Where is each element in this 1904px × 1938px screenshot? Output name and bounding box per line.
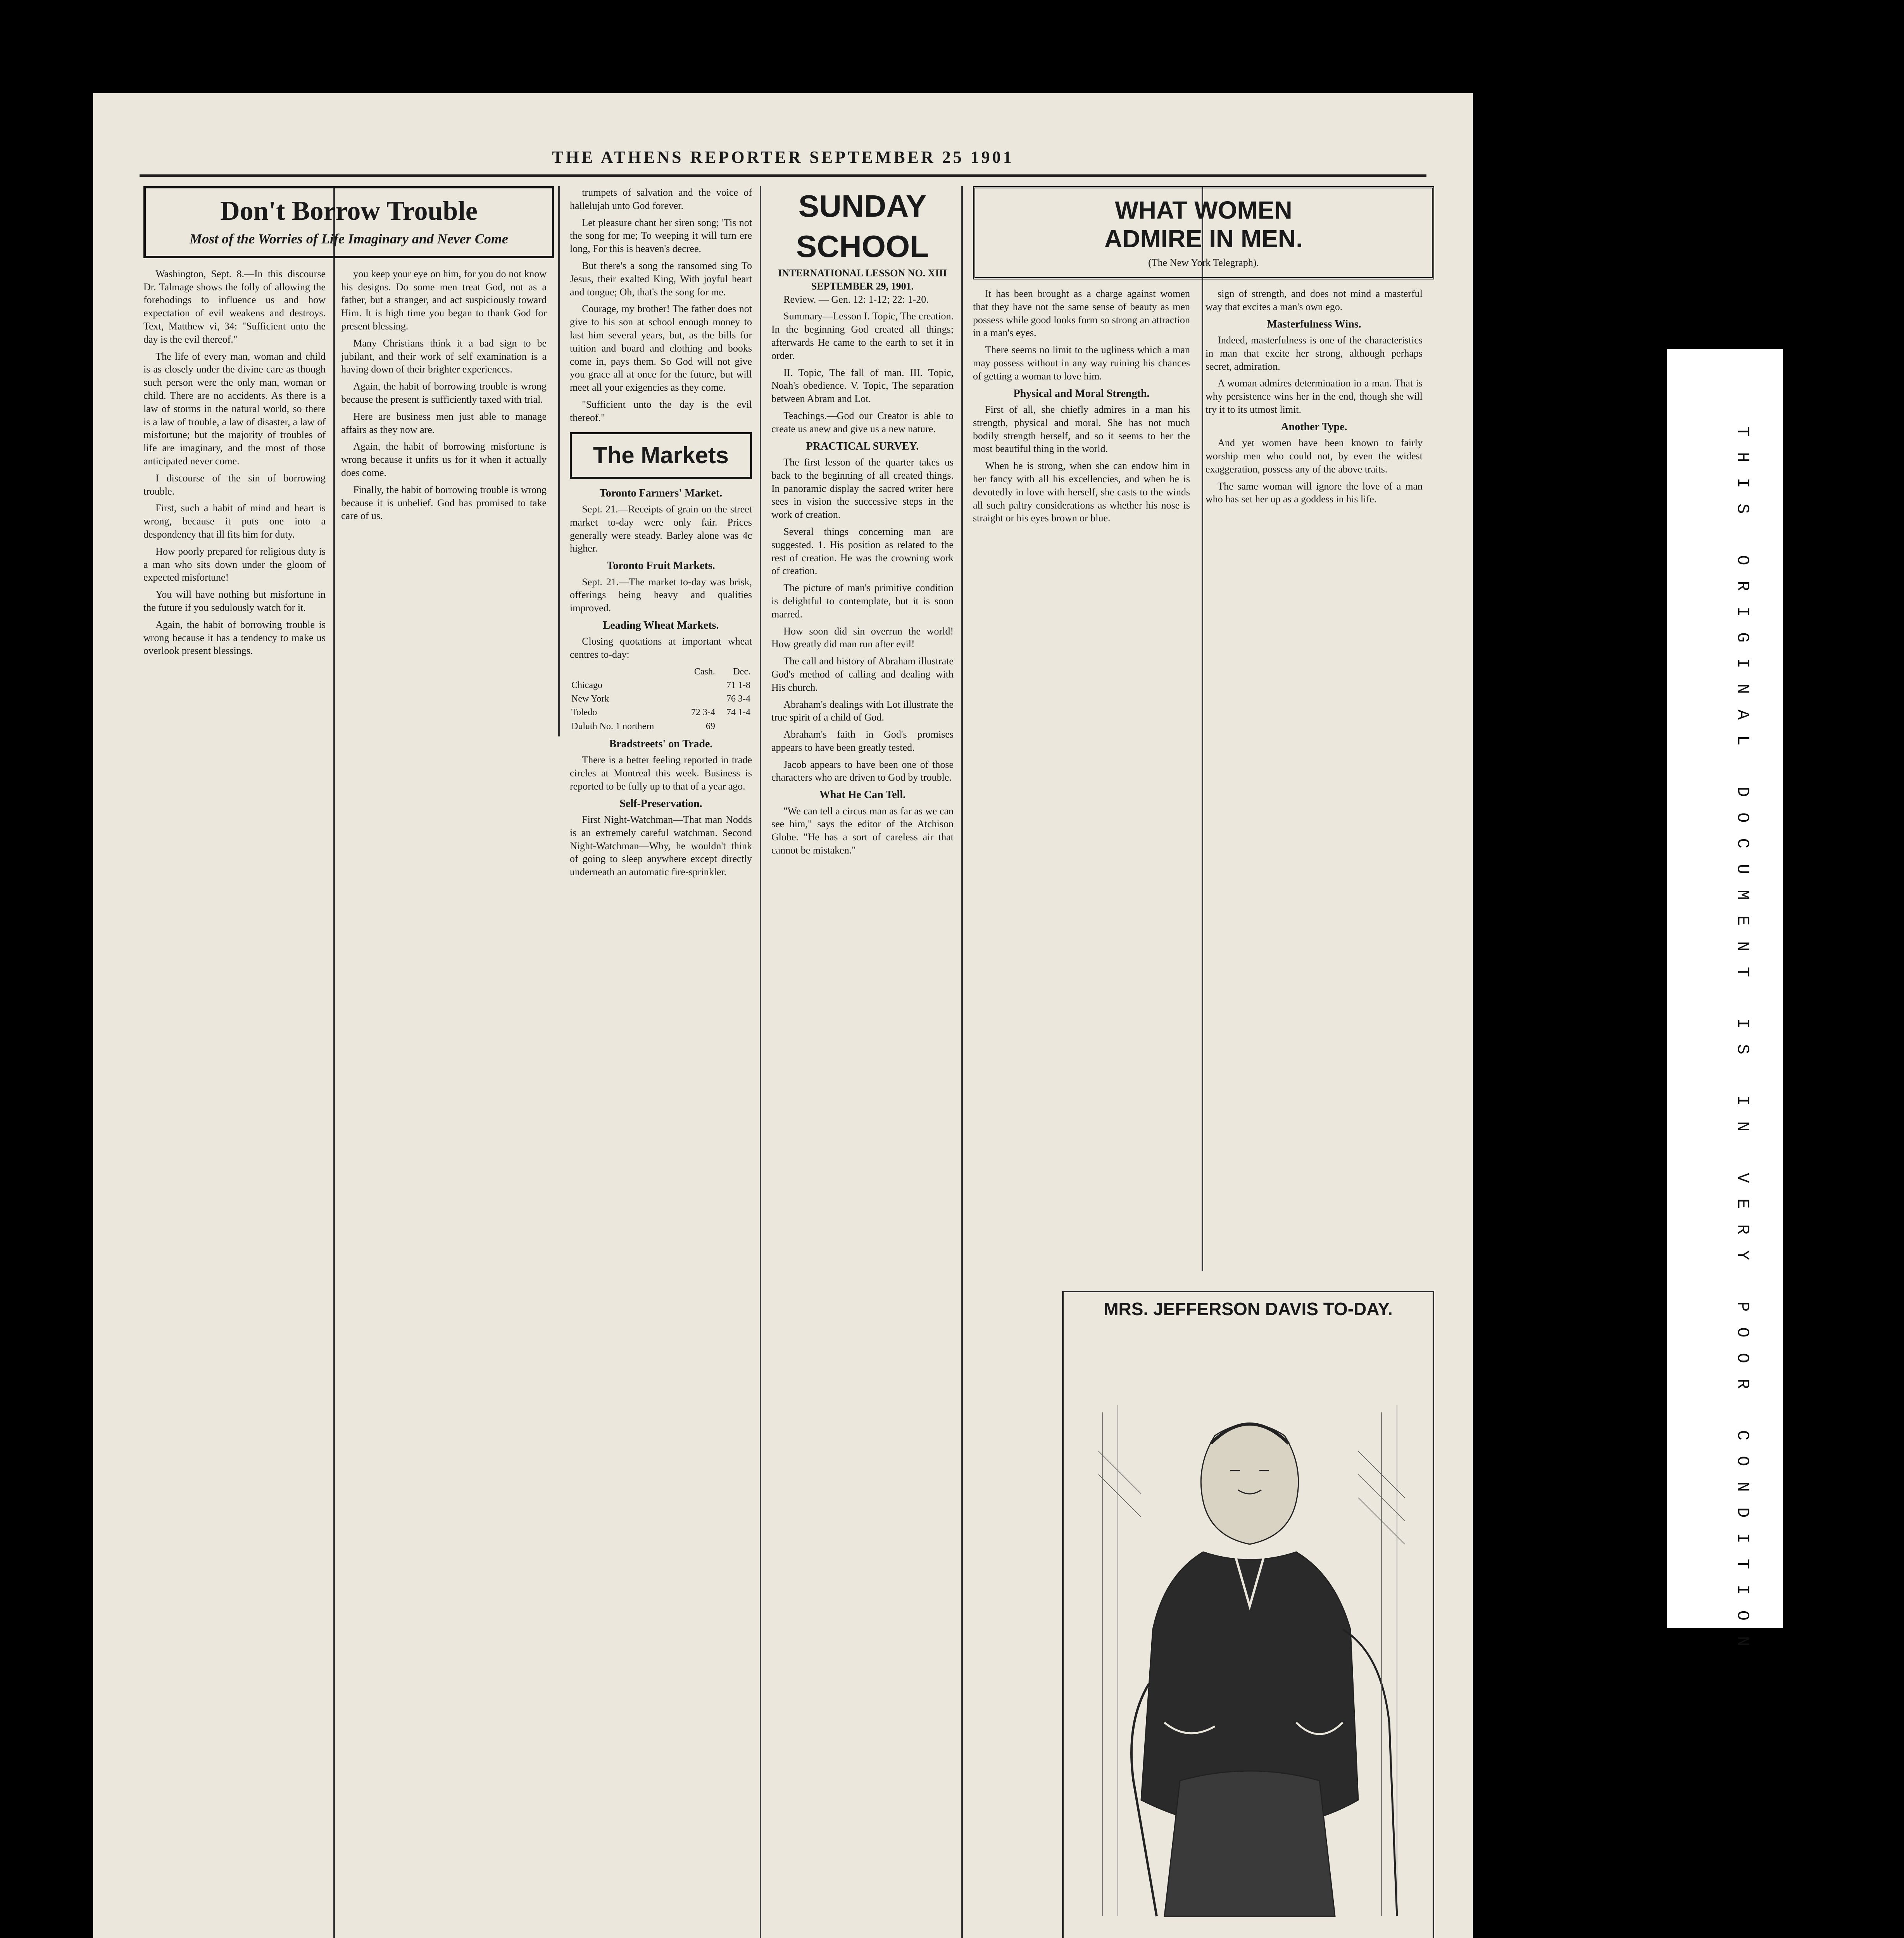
table-cell: 76 3-4 — [726, 694, 750, 704]
article-paragraph: Many Christians think it a bad sign to be jubilant, and their work of self examination is a having down of their brighter experiences. — [341, 337, 547, 375]
table-header: Cash. — [694, 666, 715, 677]
markets-headline: The Markets — [570, 432, 752, 479]
article-paragraph: I discourse of the sin of borrowing trouble. — [143, 472, 326, 497]
table-cell: 74 1-4 — [726, 707, 750, 718]
condition-note: THIS ORIGINAL DOCUMENT IS IN VERY POOR CONDITION — [1733, 426, 1752, 1662]
article-paragraph: trumpets of salvation and the voice of hallelujah unto God forever. — [570, 187, 752, 211]
column-divider — [558, 186, 560, 736]
article-paragraph: The picture of man's primitive condition is delightful to contemplate, but it is soon marred. — [771, 582, 954, 620]
sunday-school-article — [771, 186, 954, 1938]
article-paragraph: How poorly prepared for religious duty is a man who sits down under the gloom of expected misfortune! — [143, 545, 326, 583]
fruit-market-text: Sept. 21.—The market to-day was brisk, offerings being heavy and qualities improved. — [570, 576, 752, 614]
article-headline-box — [143, 186, 554, 258]
article-paragraph: Indeed, masterfulness is one of the characteristics in man that excite her strong, although perhaps secret, admiration. — [1206, 334, 1423, 372]
article-paragraph: Courage, my brother! The father does not give to his son at school enough money to last him several years, but, as the bills for tuition and board and clothing and books come in, pays them. So God will not give you grace all at once for the future, but will meet all your exigencies as they come. — [570, 303, 752, 393]
masterfulness-head: Masterfulness Wins. — [1267, 318, 1361, 330]
masthead-rule — [140, 174, 1426, 177]
masthead: THE ATHENS REPORTER SEPTEMBER 25 1901 — [552, 148, 1014, 167]
table-cell: Chicago — [571, 680, 602, 691]
wheat-quotes-table — [570, 665, 752, 733]
table-row — [570, 692, 752, 706]
table-cell: 69 — [705, 721, 715, 731]
article-paragraph: First, such a habit of mind and heart is wrong, because it puts one into a despondency that ill fits him for duty. — [143, 502, 326, 540]
table-cell: Duluth No. 1 northern — [571, 721, 654, 731]
table-header-row — [570, 665, 752, 679]
table-row — [570, 679, 752, 692]
table-cell — [681, 679, 717, 692]
article-paragraph: Abraham's faith in God's promises appears to have been greatly tested. — [771, 729, 954, 753]
article-paragraph: sign of strength, and does not mind a masterful way that excites a man's own ego. — [1206, 288, 1423, 312]
article-paragraph: A woman admires determination in a man. That is why persistence wins her in the end, though she will try it to its utmost limit. — [1206, 378, 1423, 415]
women-column-right — [1206, 287, 1423, 529]
wheat-market-head: Leading Wheat Markets. — [603, 619, 719, 631]
table-cell — [681, 692, 717, 706]
article-paragraph: Abraham's dealings with Lot illustrate the true spirit of a child of God. — [771, 698, 954, 723]
article-subhead: Most of the Worries of Life Imaginary and Never Come — [190, 231, 508, 247]
table-row — [570, 720, 752, 733]
newspaper-page — [93, 93, 1473, 1938]
article-paragraph: And yet women have been known to fairly worship men who could not, by even the widest exaggeration, possess any of the above traits. — [1206, 437, 1423, 475]
talmage-article-continued — [570, 186, 752, 1938]
article-paragraph: "Sufficient unto the day is the evil thereof." — [570, 398, 752, 423]
what-he-can-tell-head: What He Can Tell. — [819, 789, 906, 801]
article-paragraph: There seems no limit to the ugliness which a man may possess without in any way ruining his chances of getting a woman to love him. — [973, 344, 1190, 382]
article-paragraph: First of all, she chiefly admires in a man his strength, physical and moral. She has not much bodily strength herself, and so it seems to her the most beautiful thing in the world. — [973, 403, 1190, 455]
article-paragraph: You will have nothing but misfortune in the future if you sedulously watch for it. — [143, 589, 326, 613]
self-preservation-text: First Night-Watchman—That man Nodds is an extremely careful watchman. Second Night-Watchman—Why, he wouldn't think of going to sleep anywhere except directly underneath an automatic fire-sprinkler. — [570, 814, 752, 878]
article-column-left — [143, 267, 326, 661]
fruit-market-head: Toronto Fruit Markets. — [607, 560, 715, 572]
article-paragraph: Summary—Lesson I. Topic, The creation. In the beginning God created all things; afterwards He came to the earth to set it in order. — [771, 310, 954, 361]
women-headline-2: ADMIRE IN MEN. — [1104, 224, 1303, 253]
bradstreets-head: Bradstreets' on Trade. — [609, 738, 713, 750]
self-preservation-head: Self-Preservation. — [619, 797, 702, 810]
article-paragraph: How soon did sin overrun the world! How greatly did man run after evil! — [771, 625, 954, 650]
article-columns — [143, 267, 554, 661]
column-divider — [760, 186, 761, 1938]
another-type-head: Another Type. — [1281, 421, 1347, 433]
article-paragraph: When he is strong, when she can endow him in her fancy with all his excellencies, and when he is devotedly in love with herself, she casts to the winds all such paltry considerations as whether his nose is straight or his eyes brown or blue. — [973, 460, 1190, 524]
women-headline-1: WHAT WOMEN — [1115, 196, 1292, 224]
article-paragraph: Teachings.—God our Creator is able to create us anew and give us a new nature. — [771, 410, 954, 434]
table-cell: New York — [571, 694, 609, 704]
portrait-engraving — [1087, 1335, 1412, 1938]
article-paragraph: Again, the habit of borrowing trouble is wrong because the present is sufficiently taxed with trial. — [341, 381, 547, 405]
wheat-intro: Closing quotations at important wheat centres to-day: — [570, 636, 752, 660]
women-admire-article — [973, 186, 1434, 1279]
article-paragraph: The call and history of Abraham illustrate God's method of calling and dealing with His church. — [771, 655, 954, 693]
table-header: Dec. — [733, 666, 750, 677]
table-cell: 71 1-8 — [726, 680, 750, 691]
article-paragraph: Washington, Sept. 8.—In this discourse Dr. Talmage shows the folly of allowing the forebodings to influence us and how expectation of evil weakens and destroys. Text, Matthew vi, 34: "Sufficient unto the day is the evil thereof." — [143, 268, 326, 345]
physical-strength-head: Physical and Moral Strength. — [1013, 387, 1150, 400]
illustration-title: MRS. JEFFERSON DAVIS TO-DAY. — [1104, 1299, 1393, 1319]
women-column-left — [973, 287, 1190, 529]
table-row — [570, 706, 752, 719]
table-cell — [717, 720, 752, 733]
women-source: (The New York Telegraph). — [1148, 257, 1259, 269]
what-he-can-tell-text: "We can tell a circus man as far as we can see him," says the editor of the Atchison Globe. "He has a sort of careless air that cannot be mistaken." — [771, 805, 954, 856]
table-header — [570, 665, 681, 679]
sunday-school-title: SUNDAY SCHOOL — [796, 189, 929, 264]
women-headline-box — [973, 186, 1434, 279]
jefferson-davis-illustration-block — [1062, 1291, 1434, 1938]
article-paragraph: The first lesson of the quarter takes us back to the beginning of all created things. In panoramic display the sacred writer here sees in vision the successive steps in the work of creation. — [771, 456, 954, 521]
toronto-market-head: Toronto Farmers' Market. — [599, 487, 723, 499]
women-columns — [973, 287, 1434, 529]
article-paragraph: Here are business men just able to manage affairs as they now are. — [341, 410, 547, 435]
article-paragraph: Jacob appears to have been one of those characters who are driven to God by trouble. — [771, 759, 954, 783]
review-line: Review. — Gen. 12: 1-12; 22: 1-20. — [783, 293, 929, 305]
toronto-market-text: Sept. 21.—Receipts of grain on the street market to-day were only fair. Prices generally were steady. Barley alone was 4c higher. — [570, 503, 752, 554]
article-paragraph: Again, the habit of borrowing misfortune is wrong because it unfits us for it when it actually does come. — [341, 441, 547, 478]
practical-survey-head: PRACTICAL SURVEY. — [806, 440, 919, 452]
lesson-heading: INTERNATIONAL LESSON NO. XIII SEPTEMBER 29, 1901. — [778, 267, 947, 292]
table-cell: 72 3-4 — [691, 707, 715, 718]
column-divider — [961, 186, 963, 1938]
article-paragraph: The life of every man, woman and child is as closely under the divine care as though such person were the only man, woman or child. There are no accidents. As there is a law of storms in the natural world, so there is a law of trouble, a law of disaster, a law of misfortune; but the majority of troubles of life are imaginary, and the most of those anticipated never come. — [143, 350, 326, 467]
article-paragraph: Finally, the habit of borrowing trouble is wrong because it is unbelief. God has promised to take care of us. — [341, 484, 547, 522]
article-headline: Don't Borrow Trouble — [220, 196, 478, 226]
article-column-right — [341, 267, 547, 661]
verse: But there's a song the ransomed sing To Jesus, their exalted King, With joyful heart and tongue; Oh, that's the song for me. — [570, 260, 752, 298]
talmage-article — [143, 186, 554, 1938]
bradstreets-text: There is a better feeling reported in trade circles at Montreal this week. Business is reported to be fully up to that of a year ago. — [570, 754, 752, 792]
article-paragraph: It has been brought as a charge against women that they have not the same sense of beauty as men possess while good looks form so strong an attraction in a man's eyes. — [973, 288, 1190, 339]
article-paragraph: Again, the habit of borrowing trouble is wrong because it has a tendency to make us overlook present blessings. — [143, 619, 326, 657]
table-cell: Toledo — [571, 707, 597, 718]
article-paragraph: Several things concerning man are suggested. 1. His position as related to the rest of creation. He was the crowning work of creation. — [771, 526, 954, 577]
verse: Let pleasure chant her siren song; 'Tis not the song for me; To weeping it will turn ere long, For this is heaven's decree. — [570, 217, 752, 255]
article-paragraph: The same woman will ignore the love of a man who has set her up as a goddess in his life. — [1206, 480, 1423, 505]
article-paragraph: you keep your eye on him, for you do not know his designs. Do some men treat God, not as a father, but a stranger, and act suspiciously toward Him. It is high time you began to thank God for present blessing. — [341, 268, 547, 332]
article-paragraph: II. Topic, The fall of man. III. Topic, Noah's obedience. V. Topic, The separation between Abram and Lot. — [771, 367, 954, 405]
